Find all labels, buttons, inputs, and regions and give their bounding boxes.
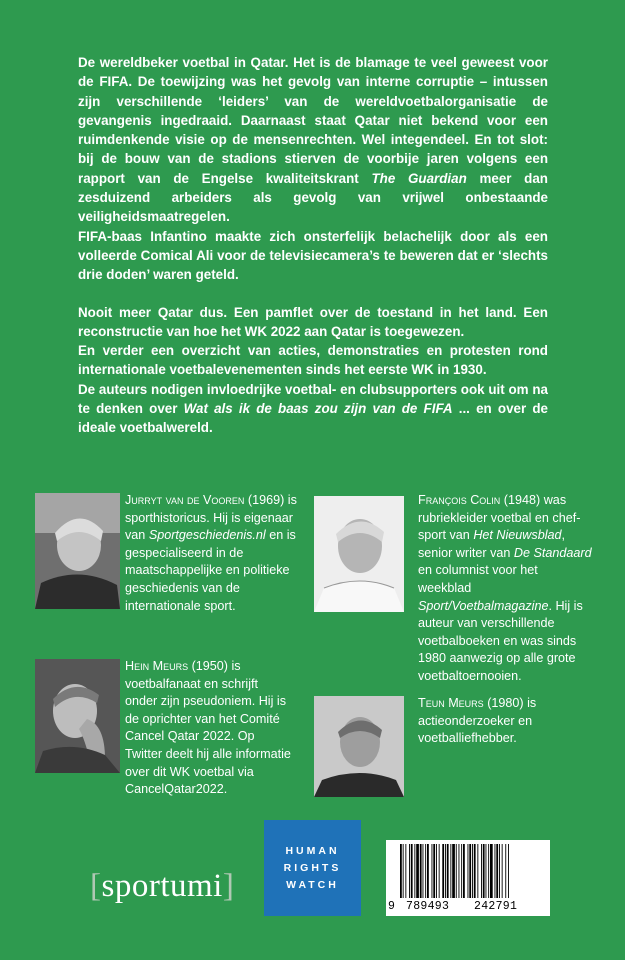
bio-text: (1980) is actieonderzoeker en voetballiefhebber. [418,696,537,746]
barcode-bar [442,844,444,898]
hrw-line: RIGHTS [283,861,342,874]
bio-text: . Hij is auteur van verschillende voetbalboeken en was sinds 1980 aanwezig op alle grote voetbaltoernooien. [418,598,583,683]
blurb-italic-guardian: The Guardian [371,170,467,186]
barcode-bar [483,844,485,898]
author-photo-teun [314,696,404,797]
barcode-bar [472,844,473,898]
bio-italic: Het Nieuwsblad [473,528,562,543]
barcode-bar [496,844,498,898]
barcode-bar [433,844,435,898]
bio-text: en columnist voor het weekblad [418,563,538,595]
bio-italic: Sportgeschiedenis.nl [148,528,266,543]
bio-italic: De Standaard [513,545,592,560]
author-photo-hein [35,659,120,773]
barcode-bar [505,844,506,898]
author-name: Teun Meurs [418,696,484,710]
logo-bracket: ] [222,868,235,904]
author-bio-francois [418,492,594,686]
blurb-text: De wereldbeker voetbal in Qatar. Het is de blamage te veel geweest voor de FIFA. De toewijzing was het gevolg van interne corruptie – intussen zijn verschillende ‘leiders’ van de wereldvoetbalorganisatie de gevangenis ingedraaid. Daarnaast staat Qatar niet bekend voor een ruimdenkende visie op de mensenrechten. Wel integendeel. En tot slot: bij de bouw van de stadions stierven de voorbije jaren volgens een rapport van de Engelse kwaliteitskrant [78,55,548,186]
barcode-bar [447,844,449,898]
barcode-bar [452,844,455,898]
author-name: Jurryt van de Vooren [125,493,245,507]
author-bio-jurryt [125,492,305,615]
barcode-bar [439,844,440,898]
barcode-bar [495,844,496,898]
blurb-text: De auteurs nodigen invloedrijke voetbal- en clubsupporters ook uit om na te denken over [78,381,548,417]
logo-bracket: [ [90,868,102,904]
back-cover-blurb [78,53,548,438]
barcode-bar [469,844,471,898]
barcode-bar [400,844,402,898]
barcode-bar [477,844,478,898]
barcode-bar [411,844,413,898]
barcode-bar [502,844,503,898]
barcode-bar [445,844,446,898]
blurb-text: ... en over de ideale voetbalwereld. [78,401,548,436]
bio-italic: Sport/Voetbalmagazine [418,598,549,613]
logo-name: sportumi [101,868,223,904]
barcode-bar [450,844,451,898]
author-bio-hein [125,658,291,799]
barcode-bar [488,844,489,898]
author-name: Hein Meurs [125,659,189,673]
barcode-bar [414,844,415,898]
isbn-group: 242791 [474,900,518,913]
author-name: François Colin [418,493,501,507]
barcode-bar [508,844,509,898]
barcode-bar [461,844,462,898]
blurb-paragraph-1 [78,53,548,227]
isbn-barcode [386,840,550,916]
barcode-bar [423,844,424,898]
blurb-paragraph-3: Nooit meer Qatar dus. Een pamflet over de toestand in het land. Een reconstructie van hoe het WK 2022 aan Qatar is toegewezen. [78,304,548,339]
author-photo-francois [314,496,404,612]
barcode-bar [486,844,487,898]
author-bio-teun [418,695,568,748]
barcode-bar [405,844,406,898]
bio-text: (1969) is sporthistoricus. Hij is eigenaar van [125,493,297,543]
isbn-digit: 9 [388,900,396,913]
blurb-italic-fifa: Wat als ik de baas zou zijn van de FIFA [183,401,453,417]
barcode-bar [463,844,465,898]
isbn-group: 789493 [406,900,450,913]
barcode-bar [459,844,460,898]
author-photo-jurryt [35,493,120,609]
barcode-bar [427,844,429,898]
hrw-line: WATCH [286,878,339,891]
barcode-bar [468,844,469,898]
bio-text: (1950) is voetbalfanaat en schrijft onder zijn pseudoniem. Hij is de oprichter van het Comité Cancel Qatar 2022. Op Twitter deelt hij alle informatie over dit WK voetbal via CancelQatar2022. [125,659,291,797]
barcode-bar [403,844,404,898]
bio-text: en is gespecialiseerd in de maatschappelijke en politieke geschiedenis van de internationale sport. [125,528,296,613]
barcode-bar [409,844,410,898]
barcode-bar [432,844,433,898]
blurb-text: meer dan zesduizend arbeiders als gevolg van vrijwel onbestaande veiligheidsmaatregelen. [78,170,548,225]
blurb-paragraph-4: En verder een overzicht van acties, demonstraties en protesten rond internationale voetbalevenementen sinds het eerste WK in 1930. [78,343,548,378]
barcode-bar [474,844,476,898]
human-rights-watch-logo [264,820,361,916]
barcode-bar [490,844,493,898]
blurb-paragraph-5 [78,380,548,438]
blurb-paragraph-2: FIFA-baas Infantino maakte zich onsterfelijk belachelijk door als een volleerde Comical Ali voor de televisiecamera’s te beweren dat er ‘slechts drie doden’ waren geteld. [78,228,548,283]
barcode-bar [481,844,482,898]
hrw-line: HUMAN [285,844,340,857]
sportumi-logo [90,868,234,905]
barcode-bar [436,844,437,898]
barcode-bar [420,844,422,898]
barcode-bar [425,844,426,898]
barcode-bar [416,844,419,898]
bio-text: , senior writer van [418,528,566,560]
barcode-bar [456,844,457,898]
barcode-bar [499,844,500,898]
bio-text: (1948) was rubriekleider voetbal en chef-sport van [418,493,581,543]
